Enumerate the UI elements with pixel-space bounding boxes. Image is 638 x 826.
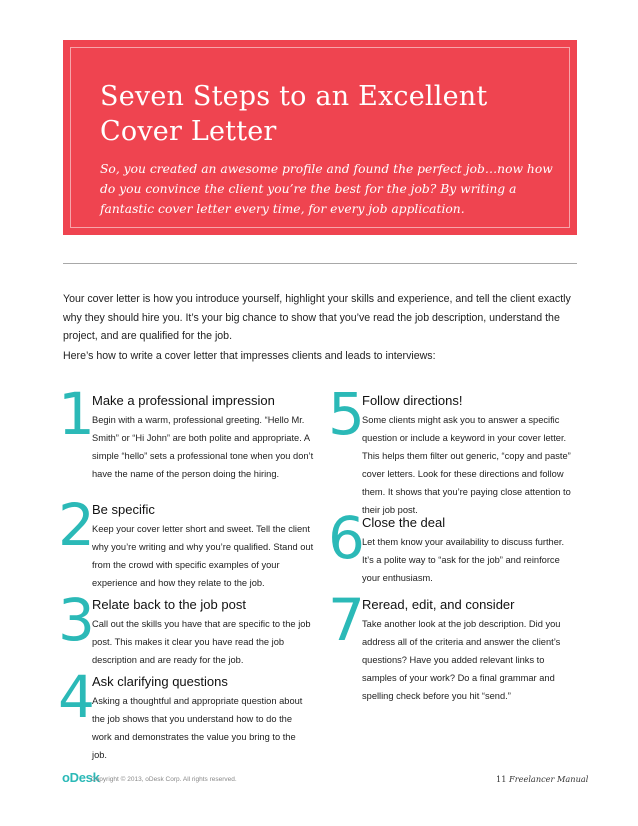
step-1 bbox=[58, 380, 320, 503]
step-heading: Reread, edit, and consider bbox=[362, 597, 515, 612]
page-title: Seven Steps to an Excellent Cover Letter bbox=[100, 81, 488, 147]
step-2 bbox=[58, 491, 320, 592]
step-heading: Follow directions! bbox=[362, 393, 463, 408]
intro-paragraph: Your cover letter is how you introduce yourself, highlight your skills and experience, and tell the client exactly why they should hire you. It’s your big chance to show that you’ve read the job description, understand the project, and are qualified for the job. bbox=[63, 293, 571, 342]
step-number: 1 bbox=[58, 380, 95, 448]
step-heading: Ask clarifying questions bbox=[92, 674, 228, 689]
step-number: 5 bbox=[328, 380, 365, 448]
step-3 bbox=[58, 586, 320, 667]
page-number: 11 bbox=[496, 774, 507, 784]
title-banner bbox=[63, 40, 577, 235]
step-number: 7 bbox=[328, 586, 365, 654]
step-body: Call out the skills you have that are specific to the job post. This makes it clear you have read the job description and are ready for the job. bbox=[92, 619, 311, 665]
step-number: 2 bbox=[58, 491, 95, 559]
divider bbox=[63, 263, 577, 264]
step-6 bbox=[328, 504, 590, 585]
step-5 bbox=[328, 380, 590, 515]
banner-border bbox=[70, 47, 570, 228]
step-body: Take another look at the job description. Did you address all of the criteria and answer the client’s questions? Have you added relevant links to samples of your work? Do a final grammar and spelling check before you hit “send.” bbox=[362, 619, 561, 701]
odesk-logo: oDesk bbox=[62, 770, 100, 785]
step-body: Some clients might ask you to answer a specific question or include a keyword in your cover letter. This helps them filter out generic, “copy and paste” cover letters. Look for these directions and follow them. It shows that you’re paying close attention to their job post. bbox=[362, 415, 571, 515]
step-4 bbox=[58, 663, 320, 764]
step-number: 3 bbox=[58, 586, 95, 654]
step-number: 4 bbox=[58, 663, 95, 731]
step-7 bbox=[328, 586, 590, 701]
step-body: Let them know your availability to discuss further. It’s a polite way to “ask for the job” and reinforce your enthusiasm. bbox=[362, 537, 565, 583]
step-body: Begin with a warm, professional greeting. “Hello Mr. Smith” or “Hi John” are both polite and appropriate. A simple “hello” sets a professional tone when you don’t have the name of the person doing the hiring. bbox=[92, 415, 314, 479]
step-heading: Relate back to the job post bbox=[92, 597, 246, 612]
step-body: Keep your cover letter short and sweet. Tell the client why you’re writing and why you’re qualified. Stand out from the crowd with specific examples of your experience and how they relate to the job. bbox=[92, 524, 314, 588]
step-number: 6 bbox=[328, 504, 365, 572]
copyright-notice: Copyright © 2013, oDesk Corp. All rights reserved. bbox=[91, 776, 237, 783]
intro-lead-in: Here’s how to write a cover letter that impresses clients and leads to interviews: bbox=[63, 350, 436, 362]
page-footer bbox=[496, 774, 588, 784]
page-subtitle: So, you created an awesome profile and found the perfect job…now how do you convince the client you’re the best for the job? By writing a fantastic cover letter every time, for every job application. bbox=[100, 162, 553, 216]
step-heading: Close the deal bbox=[362, 515, 446, 530]
step-heading: Be specific bbox=[92, 502, 155, 517]
manual-name: Freelancer Manual bbox=[509, 774, 589, 784]
step-body: Asking a thoughtful and appropriate question about the job shows that you understand how to do the work and demonstrates the value you bring to the job. bbox=[92, 696, 303, 760]
step-heading: Make a professional impression bbox=[92, 393, 275, 408]
